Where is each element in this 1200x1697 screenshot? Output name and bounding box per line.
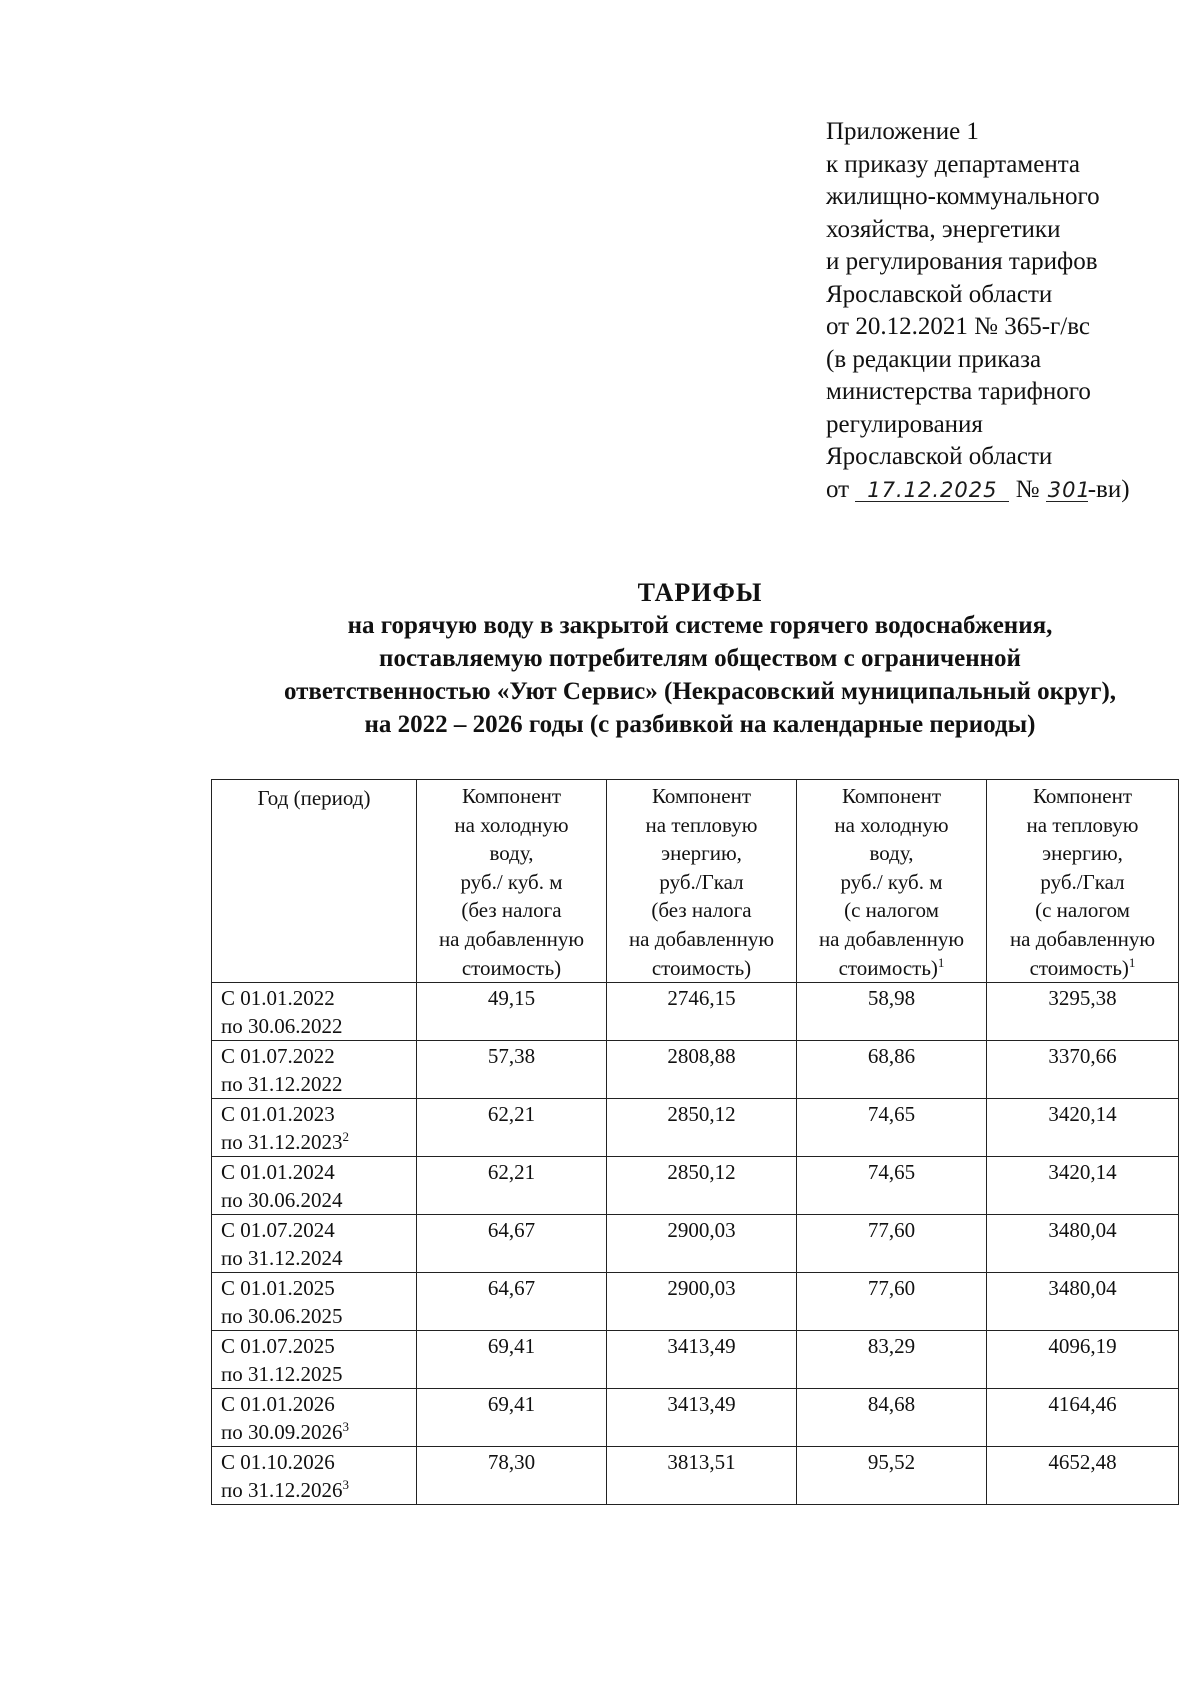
period-to (221, 1012, 416, 1040)
value-cell: 95,52 (797, 1447, 987, 1505)
value-cell: 84,68 (797, 1389, 987, 1447)
table-body (212, 983, 1179, 1505)
header-line-text: руб./Гкал (1040, 869, 1125, 894)
period-cell (212, 1215, 417, 1273)
period-from: С 01.01.2022 (221, 986, 335, 1011)
header-component-4 (987, 780, 1179, 983)
header-line-text: Компонент (651, 784, 752, 808)
header-line-text: стоимость) (1029, 955, 1129, 980)
header-line (989, 896, 1176, 925)
period-to-text: по 31.12.2022 (221, 1072, 343, 1097)
header-component-2 (607, 780, 797, 983)
header-line (419, 954, 604, 983)
header-line-text: руб./ куб. м (460, 869, 563, 894)
header-line-text: на добавленную (818, 926, 965, 951)
period-to-text: по 30.06.2025 (221, 1304, 343, 1329)
table-row (212, 1447, 1179, 1505)
header-component-3 (797, 780, 987, 983)
footnote-mark: 2 (342, 1129, 349, 1145)
period-from: С 01.01.2026 (221, 1392, 335, 1417)
header-line (419, 925, 604, 954)
value-cell: 3420,14 (987, 1099, 1179, 1157)
value-cell: 4164,46 (987, 1389, 1179, 1447)
document-title (200, 576, 1200, 741)
value-cell: 3420,14 (987, 1157, 1179, 1215)
footnote-mark: 3 (342, 1477, 349, 1493)
footnote-mark: 3 (342, 1419, 349, 1435)
header-line (609, 782, 794, 811)
header-line-text: стоимость) (461, 955, 562, 980)
header-year-period (212, 780, 417, 983)
title-line: ответственностью «Уют Сервис» (Некрасовский муниципальный округ), (283, 678, 1117, 705)
value-cell: 74,65 (797, 1099, 987, 1157)
period-from: С 01.07.2025 (221, 1334, 335, 1359)
value-cell: 62,21 (417, 1099, 607, 1157)
header-line-text: руб./Гкал (659, 869, 744, 894)
value-cell: 2746,15 (607, 983, 797, 1041)
period-to-text: по 31.12.2024 (221, 1246, 343, 1271)
period-to (221, 1186, 416, 1214)
table-row (212, 1273, 1179, 1331)
value-cell: 2900,03 (607, 1273, 797, 1331)
value-cell: 2850,12 (607, 1099, 797, 1157)
appendix-line: Ярославской области (826, 280, 1053, 308)
header-line (799, 868, 984, 897)
header-line-text: на добавленную (438, 926, 585, 951)
header-line (989, 925, 1176, 954)
value-cell: 49,15 (417, 983, 607, 1041)
appendix-line: от 20.12.2021 № 365-г/вс (826, 313, 1090, 340)
period-to-text: по 30.06.2022 (221, 1014, 343, 1039)
header-line-text: (с налогом (1035, 898, 1130, 923)
value-cell: 69,41 (417, 1331, 607, 1389)
value-cell: 74,65 (797, 1157, 987, 1215)
header-line (799, 782, 984, 811)
header-line (419, 839, 604, 868)
header-row (212, 780, 1179, 983)
header-line-text: на холодную (834, 812, 949, 837)
value-cell: 3480,04 (987, 1215, 1179, 1273)
header-line (609, 811, 794, 840)
value-cell: 69,41 (417, 1389, 607, 1447)
header-line (419, 811, 604, 840)
table-row (212, 983, 1179, 1041)
value-cell: 58,98 (797, 983, 987, 1041)
header-line (799, 896, 984, 925)
header-line-text: стоимость) (651, 955, 752, 980)
header-line-text: энергию, (661, 841, 742, 866)
header-component-1 (417, 780, 607, 983)
header-line (989, 954, 1176, 983)
title-line: на 2022 – 2026 годы (с разбивкой на календарные периоды) (364, 711, 1036, 738)
title-heading: ТАРИФЫ (637, 578, 763, 607)
table-row (212, 1331, 1179, 1389)
header-line-text: на добавленную (628, 926, 775, 951)
header-line (419, 896, 604, 925)
value-cell: 4652,48 (987, 1447, 1179, 1505)
period-to (221, 1070, 416, 1098)
period-cell (212, 1157, 417, 1215)
value-cell: 3370,66 (987, 1041, 1179, 1099)
header-line (799, 925, 984, 954)
period-from: С 01.10.2026 (221, 1450, 335, 1475)
header-line (989, 811, 1176, 840)
header-line-text: воду, (869, 841, 914, 866)
appendix-line: Ярославской области (826, 443, 1053, 470)
value-cell: 62,21 (417, 1157, 607, 1215)
period-to-text: по 30.06.2024 (221, 1188, 343, 1213)
period-to (221, 1128, 416, 1156)
period-from: С 01.01.2025 (221, 1276, 335, 1301)
appendix-line: к приказу департамента (826, 150, 1081, 178)
value-cell: 3413,49 (607, 1331, 797, 1389)
period-cell (212, 983, 417, 1041)
header-line-text: Год (период) (257, 786, 371, 810)
appendix-last-line (826, 474, 1186, 507)
table-row (212, 1099, 1179, 1157)
header-line-text: (без налога (651, 898, 752, 923)
period-to (221, 1302, 416, 1330)
value-cell: 2850,12 (607, 1157, 797, 1215)
value-cell: 57,38 (417, 1041, 607, 1099)
period-to-text: по 30.09.2026 (221, 1420, 343, 1445)
period-to (221, 1360, 416, 1388)
header-line-text: на холодную (454, 812, 569, 837)
value-cell: 3480,04 (987, 1273, 1179, 1331)
appendix-line: жилищно-коммунального (826, 183, 1100, 210)
footnote-mark: 1 (1128, 954, 1136, 970)
period-cell (212, 1389, 417, 1447)
period-cell (212, 1099, 417, 1157)
appendix-line: регулирования (826, 410, 983, 438)
header-line-text: на тепловую (1026, 812, 1139, 837)
handwritten-date: 17.12.2025 (855, 479, 1009, 502)
header-line (989, 782, 1176, 811)
header-line (609, 925, 794, 954)
table-row (212, 1041, 1179, 1099)
value-cell: 83,29 (797, 1331, 987, 1389)
header-line (989, 839, 1176, 868)
header-line (419, 868, 604, 897)
appendix-line: (в редакции приказа (826, 345, 1042, 373)
appendix-line: и регулирования тарифов (826, 248, 1098, 275)
handwritten-number: 301 (1047, 477, 1091, 502)
table-row (212, 1157, 1179, 1215)
header-line (609, 896, 794, 925)
header-line (799, 839, 984, 868)
title-line: поставляемую потребителям обществом с ограниченной (379, 645, 1021, 672)
header-line-text: (с налогом (844, 898, 939, 923)
header-line (419, 782, 604, 811)
header-line-text: руб./ куб. м (840, 869, 943, 894)
header-line (799, 811, 984, 840)
period-cell (212, 1273, 417, 1331)
header-line-text: стоимость) (838, 955, 938, 980)
appendix-prefix: от (826, 475, 856, 503)
header-line-text: Компонент (1032, 784, 1133, 808)
appendix-line: Приложение 1 (826, 118, 979, 145)
period-to-text: по 31.12.2023 (221, 1130, 343, 1155)
header-line (989, 868, 1176, 897)
appendix-line: хозяйства, энергетики (826, 215, 1061, 243)
period-cell (212, 1331, 417, 1389)
header-line-text: энергию, (1042, 841, 1123, 866)
appendix-block (826, 116, 1186, 506)
header-line-text: на добавленную (1009, 926, 1156, 951)
header-line (799, 954, 984, 983)
value-cell: 4096,19 (987, 1331, 1179, 1389)
value-cell: 64,67 (417, 1215, 607, 1273)
value-cell: 2808,88 (607, 1041, 797, 1099)
value-cell: 3413,49 (607, 1389, 797, 1447)
value-cell: 77,60 (797, 1273, 987, 1331)
table-row (212, 1215, 1179, 1273)
period-cell (212, 1447, 417, 1505)
footnote-mark: 1 (937, 954, 945, 970)
period-cell (212, 1041, 417, 1099)
header-line (609, 954, 794, 983)
appendix-line: министерства тарифного (826, 378, 1091, 405)
number-sign: № (1009, 475, 1046, 503)
value-cell: 2900,03 (607, 1215, 797, 1273)
period-to-text: по 31.12.2026 (221, 1478, 343, 1503)
period-from: С 01.01.2023 (221, 1102, 335, 1127)
value-cell: 78,30 (417, 1447, 607, 1505)
table-header (212, 780, 1179, 983)
title-line: на горячую воду в закрытой системе горячего водоснабжения, (347, 612, 1053, 639)
period-to-text: по 31.12.2025 (221, 1362, 343, 1387)
value-cell: 3295,38 (987, 983, 1179, 1041)
value-cell: 64,67 (417, 1273, 607, 1331)
value-cell: 68,86 (797, 1041, 987, 1099)
tariffs-table (211, 779, 1179, 1505)
period-from: С 01.01.2024 (221, 1160, 335, 1185)
header-line-text: на тепловую (645, 812, 758, 837)
header-line-text: (без налога (461, 898, 562, 923)
value-cell: 77,60 (797, 1215, 987, 1273)
period-from: С 01.07.2022 (221, 1044, 335, 1069)
header-line (214, 784, 414, 813)
appendix-suffix: -ви) (1087, 475, 1130, 503)
header-line (609, 868, 794, 897)
header-line (609, 839, 794, 868)
period-to (221, 1476, 416, 1504)
table-row (212, 1389, 1179, 1447)
header-line-text: Компонент (461, 784, 562, 808)
header-line-text: воду, (489, 841, 534, 866)
period-to (221, 1244, 416, 1272)
header-line-text: Компонент (841, 784, 942, 808)
period-from: С 01.07.2024 (221, 1218, 335, 1243)
period-to (221, 1418, 416, 1446)
value-cell: 3813,51 (607, 1447, 797, 1505)
